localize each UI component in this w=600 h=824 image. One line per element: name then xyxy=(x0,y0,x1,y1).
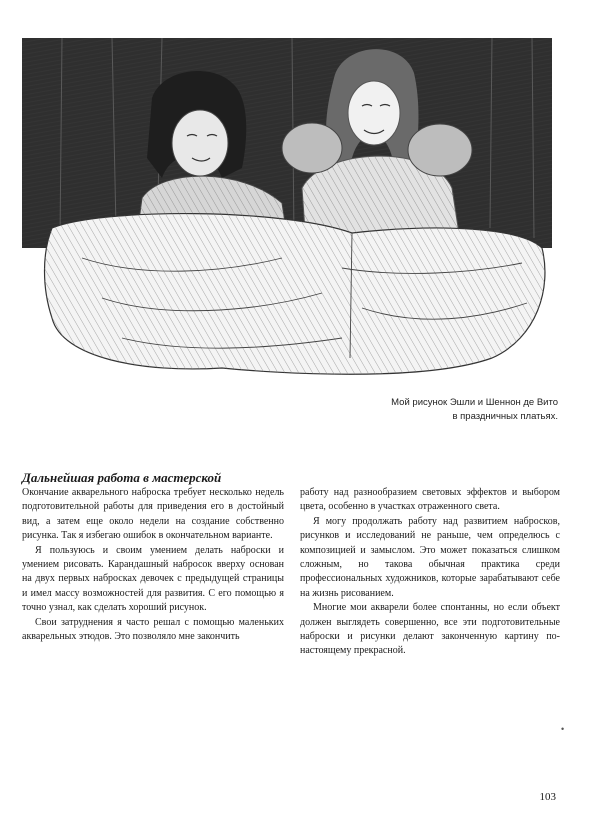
pencil-sketch-illustration xyxy=(22,38,558,388)
page-number: 103 xyxy=(539,791,556,803)
paragraph: Я могу продолжать работу над развитием набросков, рисунков и исследований не раньше, чем определюсь с композицией и замыслом. Это может показаться слишком сложным, но такова обычная практика среди профессиональных художников, которые зарабатывают себе на жизнь рисованием. xyxy=(300,515,560,599)
paragraph: работу над разнообразием световых эффектов и выбором цвета, особенно в участках отраженного света. xyxy=(300,487,560,513)
bullet-mark: • xyxy=(561,724,565,734)
right-text-column xyxy=(300,486,560,659)
caption-line-2: в праздничных платьях. xyxy=(452,411,558,422)
paragraph: Свои затруднения я часто решал с помощью маленьких акварельных этюдов. Это позволяло мне закончить xyxy=(22,616,284,643)
figure-caption xyxy=(338,396,558,424)
left-text-column xyxy=(22,486,284,644)
section-heading: Дальнейшая работа в мастерской xyxy=(22,470,222,485)
caption-line-1: Мой рисунок Эшли и Шеннон де Вито xyxy=(391,397,558,408)
paragraph: Многие мои акварели более спонтанны, но если объект должен выглядеть совершенно, все эти подготовительные наброски и рисунки делают законченную картину по-настоящему прекрасной. xyxy=(300,602,560,657)
paragraph: Окончание акварельного наброска требует несколько недель подготовительной работы для приведения его в достойный вид, а затем еще около недели на создание собственно рисунка. Так я избегаю ошибок в окончательном варианте. xyxy=(22,487,284,542)
paragraph: Я пользуюсь и своим умением делать наброски и умением рисовать. Карандашный набросок вверху основан на двух первых набросках девочек с предыдущей страницы и имел массу возможностей для развития. С его помощью я точно узнал, как сделать хороший рисунок. xyxy=(22,544,284,614)
